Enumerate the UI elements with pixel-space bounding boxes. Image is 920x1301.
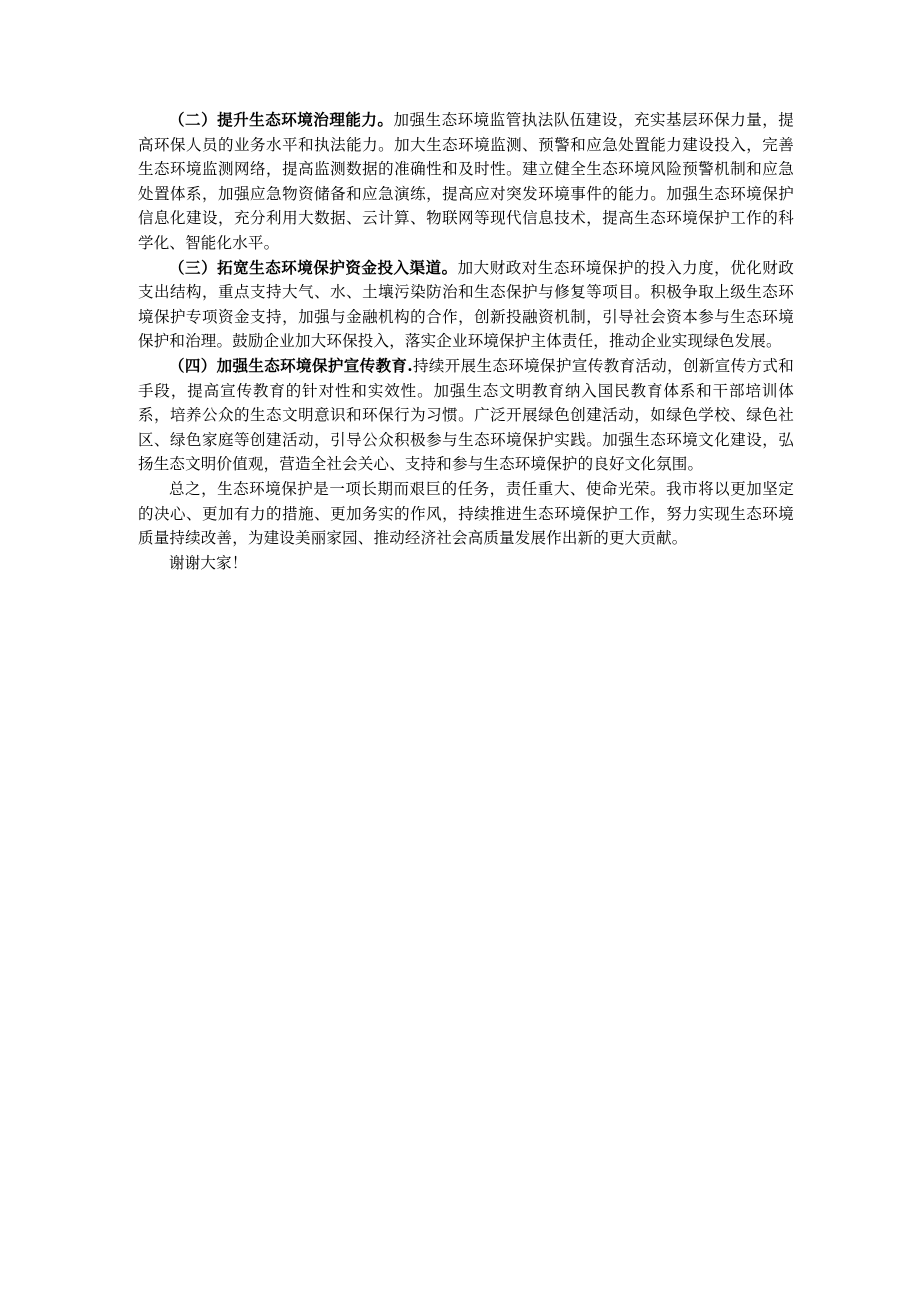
section-2-body: 加强生态环境监管执法队伍建设，充实基层环保力量，提高环保人员的业务水平和执法能力。加大生态环境监测、预警和应急处置能力建设投入，完善生态环境监测网络，提高监测数据的准确性和及时性。建立健全生态环境风险预警机制和应急处置体系，加强应急物资储备和应急演练，提高应对突发环境事件的能力。加强生态环境保护信息化建设，充分利用大数据、云计算、物联网等现代信息技术，提高生态环境保护工作的科学化、智能化水平。 <box>138 111 794 252</box>
conclusion-paragraph: 总之，生态环境保护是一项长期而艰巨的任务，责任重大、使命光荣。我市将以更加坚定的决心、更加有力的措施、更加务实的作风，持续推进生态环境保护工作，努力实现生态环境质量持续改善，为建设美丽家园、推动经济社会高质量发展作出新的更大贡献。 <box>138 479 794 548</box>
section-3-heading: （三）拓宽生态环境保护资金投入渠道。 <box>169 257 458 277</box>
paragraph-section-3 <box>138 256 794 354</box>
paragraph-section-4 <box>138 354 794 477</box>
closing-line: 谢谢大家！ <box>169 553 248 572</box>
document-body <box>138 108 794 575</box>
paragraph-section-2 <box>138 108 794 256</box>
section-4-body: 持续开展生态环境保护宣传教育活动，创新宣传方式和手段，提高宣传教育的针对性和实效性。加强生态文明教育纳入国民教育体系和干部培训体系，培养公众的生态文明意识和环保行为习惯。广泛开展绿色创建活动，如绿色学校、绿色社区、绿色家庭等创建活动，引导公众积极参与生态环境保护实践。加强生态环境文化建设，弘扬生态文明价值观，营造全社会关心、支持和参与生态环境保护的良好文化氛围。 <box>138 356 794 474</box>
section-2-heading: （二）提升生态环境治理能力。 <box>169 110 394 129</box>
section-3-body: 加大财政对生态环境保护的投入力度，优化财政支出结构，重点支持大气、水、土壤污染防治和生态保护与修复等项目。积极争取上级生态环境保护专项资金支持，加强与金融机构的合作，创新投融资机制，引导社会资本参与生态环境保护和治理。鼓励企业加大环保投入，落实企业环境保护主体责任，推动企业实现绿色发展。 <box>138 258 795 351</box>
section-4-heading: （四）加强生态环境保护宣传教育. <box>169 355 413 375</box>
